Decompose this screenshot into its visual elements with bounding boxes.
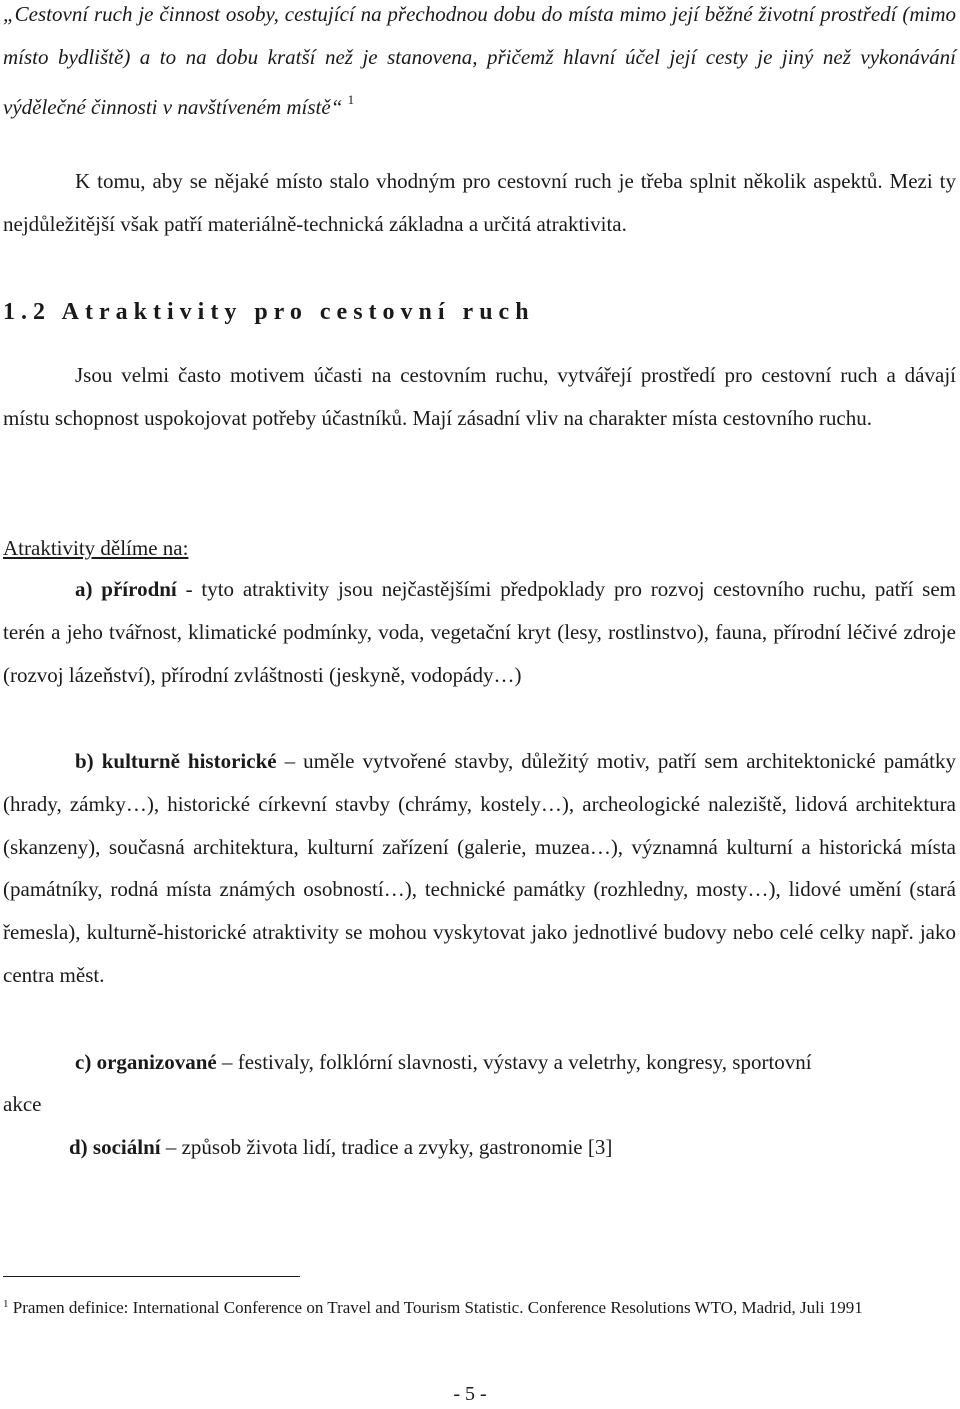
section-heading: 1.2 Atraktivity pro cestovní ruch <box>3 299 535 325</box>
list-item-label: b) kulturně historické <box>75 749 277 773</box>
footnote-number: 1 <box>3 1298 9 1310</box>
list-item-text: - tyto atraktivity jsou nejčastějšími předpoklady pro rozvoj cestovního ruchu, patří sem terén a jeho tvářnost, klimatické podmínky, voda, vegetační kryt (lesy, rostlinstvo), fauna, přírodní léčivé zdroje (rozvoj lázeňství), přírodní zvláštnosti (jeskyně, vodopády…) <box>3 577 956 687</box>
list-item-natural <box>3 568 956 696</box>
quote-text: „Cestovní ruch je činnost osoby, cestující na přechodnou dobu do místa mimo její běžné životní prostředí (mimo místo bydliště) a to na dobu kratší než je stanovena, přičemž hlavní účel její cesty je jiný než vykonávání výdělečné činnosti v navštíveném místě“ <box>3 2 956 119</box>
footnote-divider <box>3 1276 300 1277</box>
page-number: - 5 - <box>453 1383 487 1405</box>
intro-paragraph: K tomu, aby se nějaké místo stalo vhodným pro cestovní ruch je třeba splnit několik aspektů. Mezi ty nejdůležitější však patří materiálně-technická základna a určitá atraktivita. <box>3 169 956 236</box>
footnote-text: Pramen definice: International Conference on Travel and Tourism Statistic. Conference Resolutions WTO, Madrid, Juli 1991 <box>8 1298 863 1317</box>
list-item-text: – uměle vytvořené stavby, důležitý motiv, patří sem architektonické památky (hrady, zámky…), historické církevní stavby (chrámy, kostely…), archeologické naleziště, lidová architektura (skanzeny), současná architektura, kulturní zařízení (galerie, muzea…), významná kulturní a historická místa (památníky, rodná místa známých osobností…), technické památky (rozhledny, mosty…), lidové umění (stará řemesla), kulturně-historické atraktivity se mohou vyskytovat jako jednotlivé budovy nebo celé celky např. jako centra měst. <box>3 749 957 987</box>
division-label: Atraktivity dělíme na: <box>3 536 189 560</box>
list-item-organized-continuation: akce <box>3 1092 42 1116</box>
definition-quote <box>3 0 956 128</box>
list-item-organized <box>75 1046 812 1078</box>
list-item-cultural <box>3 740 956 997</box>
footnote <box>3 1292 956 1320</box>
list-item-text: – způsob života lidí, tradice a zvyky, gastronomie [3] <box>160 1135 613 1159</box>
list-item-label: d) sociální <box>69 1135 161 1159</box>
footnote-reference: 1 <box>347 91 355 107</box>
list-item-label: c) organizované <box>75 1050 217 1074</box>
list-item-text: – festivaly, folklórní slavnosti, výstavy a veletrhy, kongresy, sportovní <box>216 1050 812 1074</box>
list-item-label: a) přírodní <box>75 577 177 601</box>
list-item-social <box>69 1131 612 1163</box>
section-paragraph: Jsou velmi často motivem účasti na cestovním ruchu, vytvářejí prostředí pro cestovní ruch a dávají místu schopnost uspokojovat potřeby účastníků. Mají zásadní vliv na charakter místa cestovního ruchu. <box>3 363 956 430</box>
